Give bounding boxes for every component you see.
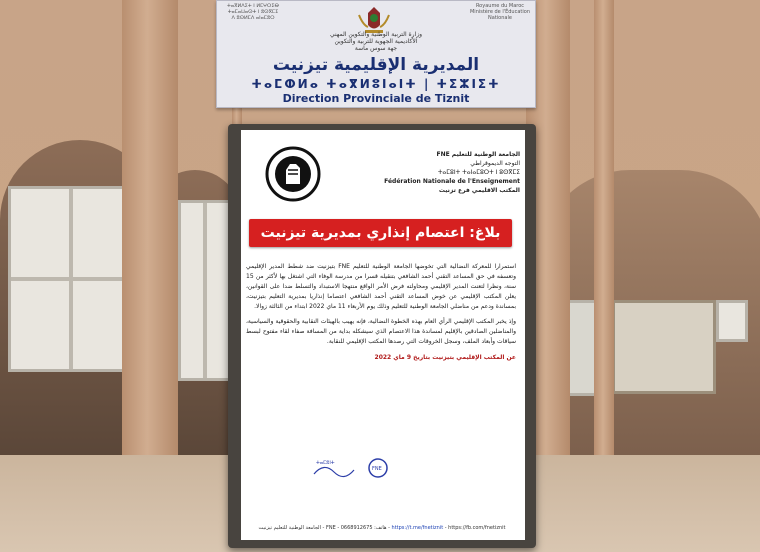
right-small-window [716, 300, 748, 342]
right-notice-board [612, 300, 716, 394]
footer-facebook-link[interactable]: https://fb.com/fnetiznit [448, 525, 506, 531]
notice-body [246, 262, 516, 363]
left-window [8, 186, 132, 372]
center-window [178, 200, 234, 381]
sign-title-arabic: المديرية الإقليمية تيزنيت [272, 55, 480, 75]
sign-title-french: Direction Provinciale de Tiznit [282, 92, 470, 105]
svg-text:FNE: FNE [372, 466, 382, 472]
footer-telegram-link[interactable]: https://t.me/fnetiznit [391, 525, 444, 531]
svg-text:ⵜⴰⵎⵓⵏⵜ: ⵜⴰⵎⵓⵏⵜ [316, 460, 335, 466]
sign-title-tifinagh: ⵜⴰⵎⵀⵍⴰ ⵜⴰⴳⵍⵓⵏⴰⵏⵜ | ⵜⵉⵣⵏⵉⵜ [251, 77, 501, 91]
notice-paragraph: استمرارا للمعركة النضالية التي تخوضها الجامعة الوطنية للتعليم FNE بتيزنيت ضد شطط المدير الإقليمي وتعسفه في حق المساعد التقني أحمد الشافعي بتنقيله قسرا من مدرسة الوفاء التي اشتغل بها لأكثر من 15 سنة، ونظرا لتعنت المدير الإقليمي ومحاولته فرض الأمر الواقع منتهجا الاستبداد والتسلط ضدا على القوانين، يعلن المكتب الإقليمي عن خوض المساعد التقني أحمد الشافعي اعتصاما إنذاريا بمديرية التعليم بتيزنيت، بمساندة ودعم من مناضلي الجامعة الوطنية للتعليم وذلك يوم الأربعاء 11 ماي 2022 ابتداء من الثالثة زوالا. [246, 263, 516, 310]
notice-paragraph: وإذ يخبر المكتب الإقليمي الرأي العام بهذه الخطوة النضالية، فإنه يهيب بالهيئات النقابية والحقوقية والسياسية، والمناضلين الصادقين بالإقليم لمساندة هذا الاعتصام الذي سيشكله بداية من المسافة صفاء لقاء مفتوح لبسط سياقات وأبعاد الملف، وسجل الخروقات التي رصدها المكتب الإقليمي للنقابة. [246, 318, 516, 345]
notice-header: الجامعة الوطنية للتعليم FNE التوجه الديموقراطي ⵜⴰⵎⵓⵏⵜ ⵜⴰⵏⴰⵎⵓⵔⵜ ⵏ ⵓⵙⴳⵎⵉ Fédération Nationale de l'Enseignement المكتب الاقليمي فرع تزنيت [384, 151, 520, 194]
stamp-signature-icon [312, 456, 392, 480]
notice-signature: عن المكتب الإقليمي بتيزنيت بتاريخ 9 ماي 2022 [374, 354, 516, 361]
notice-footer: الجامعة الوطنية للتعليم تيزنيت - FNE - هاتف: 0668912675 - https://t.me/fnetiznit - https://fb.com/fnetiznit [258, 525, 506, 531]
building-sign: ⵜⴰⴳⵍⴷⵉⵜ ⵏ ⵍⵎⵖⵔⵉⴱ ⵜⴰⵎⴰⵡⴰⵙⵜ ⵏ ⵓⵙⴳⵎⵉ ⴷ ⵓⵙⵍⵎⴷ ⴰⵏⴰⵎⵓⵔ Royaume du Maroc Ministère de l'Éducation Nationale وزارة التربية الوطنية والتكوين المهني الأكاديمية الجهوية للتربية والتكوين جهة سوس ماسة المديرية الإقليمية تيزنيت ⵜⴰⵎⵀⵍⴰ ⵜⴰⴳⵍⵓⵏⴰⵏⵜ | ⵜⵉⵣⵏⵉⵜ Direction Provinciale de Tiznit [216, 0, 536, 108]
notice-headline: بلاغ: اعتصام إنذاري بمديرية تيزنيت [249, 219, 512, 247]
fne-fist-logo-icon [265, 146, 321, 202]
sign-ministry: وزارة التربية الوطنية والتكوين المهني الأكاديمية الجهوية للتربية والتكوين جهة سوس ماسة [329, 31, 423, 52]
